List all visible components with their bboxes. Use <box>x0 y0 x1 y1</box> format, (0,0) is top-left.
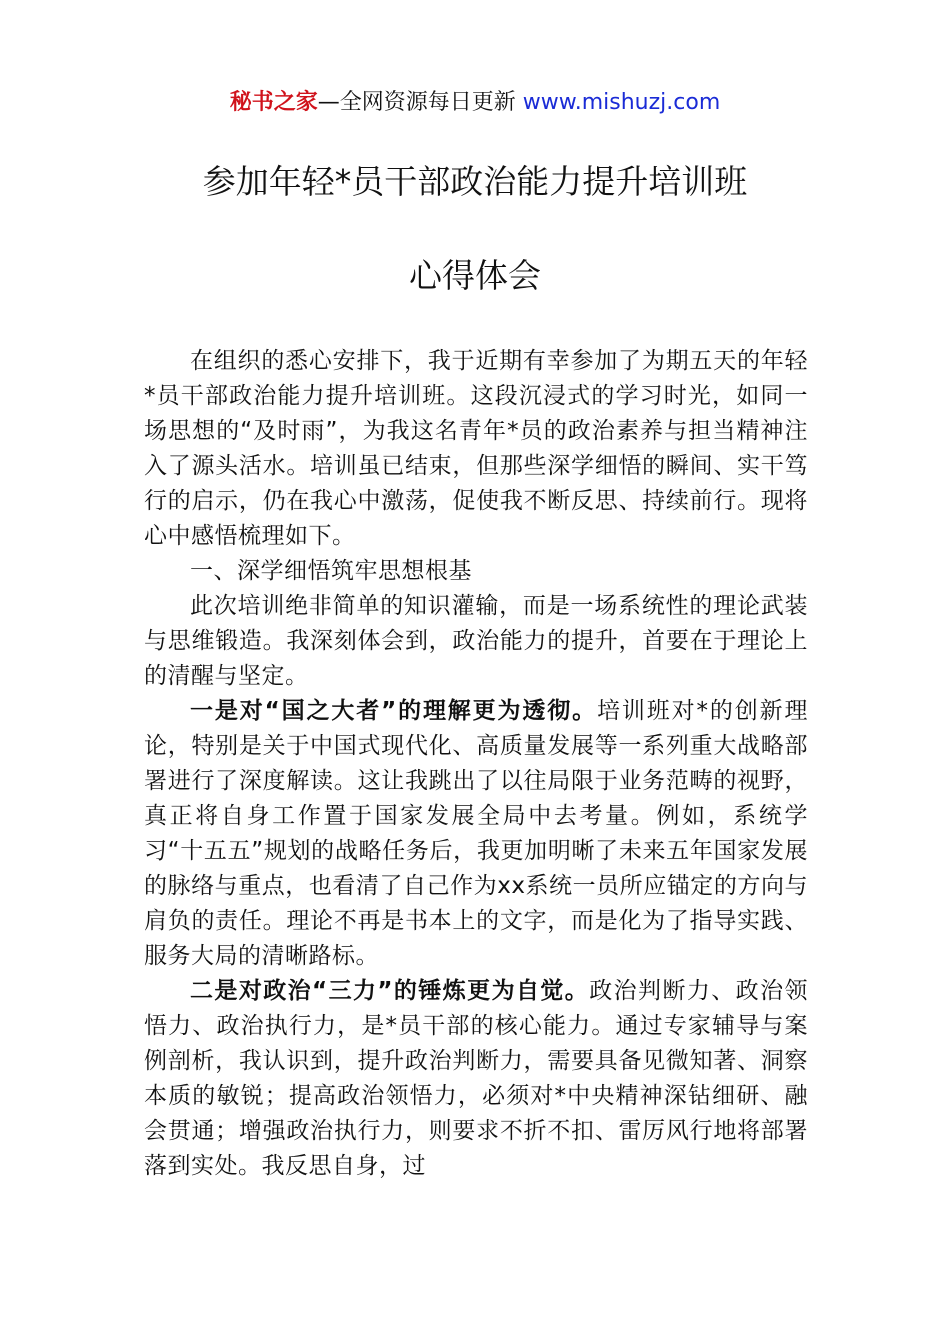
paragraph-text: 在组织的悉心安排下，我于近期有幸参加了为期五天的年轻*员干部政治能力提升培训班。这段沉浸式的学习时光，如同一场思想的“及时雨”，为我这名青年*员的政治素养与担当精神注入了源头活水。培训虽已结束，但那些深学细悟的瞬间、实干笃行的启示，仍在我心中激荡，促使我不断反思、持续前行。现将心中感悟梳理如下。 <box>144 348 808 549</box>
section-heading <box>144 554 808 589</box>
paragraph-intro <box>144 344 808 554</box>
site-name: 秘书之家 <box>229 90 318 115</box>
document-body <box>144 344 808 1184</box>
paragraph-text: 培训班对*的创新理论，特别是关于中国式现代化、高质量发展等一系列重大战略部署进行了深度解读。这让我跳出了以往局限于业务范畴的视野，真正将自身工作置于国家发展全局中去考量。例如，系统学习“十五五”规划的战略任务后，我更加明晰了未来五年国家发展的脉络与重点，也看清了自己作为xx系统一员所应锚定的方向与肩负的责任。理论不再是书本上的文字，而是化为了指导实践、服务大局的清晰路标。 <box>144 698 809 969</box>
document-title-line-2: 心得体会 <box>409 256 541 295</box>
site-slogan: —全网资源每日更新 <box>317 90 516 115</box>
paragraph-text: 一、深学细悟筑牢思想根基 <box>190 558 472 584</box>
site-url-link[interactable]: www.mishuzj.com <box>522 90 721 115</box>
paragraph-point-two <box>144 974 808 1184</box>
document-title-line-1: 参加年轻*员干部政治能力提升培训班 <box>202 162 748 201</box>
paragraph-lead: 二是对政治“三力”的锤炼更为自觉。 <box>190 978 590 1004</box>
site-header <box>0 86 950 120</box>
paragraph-section-intro <box>144 589 808 694</box>
paragraph-text: 政治判断力、政治领悟力、政治执行力，是*员干部的核心能力。通过专家辅导与案例剖析，我认识到，提升政治判断力，需要具备见微知著、洞察本质的敏锐；提高政治领悟力，必须对*中央精神深钻细研、融会贯通；增强政治执行力，则要求不折不扣、雷厉风行地将部署落到实处。我反思自身，过 <box>144 978 809 1179</box>
paragraph-text: 此次培训绝非简单的知识灌输，而是一场系统性的理论武装与思维锻造。我深刻体会到，政治能力的提升，首要在于理论上的清醒与坚定。 <box>144 593 808 689</box>
paragraph-point-one <box>144 694 808 974</box>
paragraph-lead: 一是对“国之大者”的理解更为透彻。 <box>190 698 598 724</box>
